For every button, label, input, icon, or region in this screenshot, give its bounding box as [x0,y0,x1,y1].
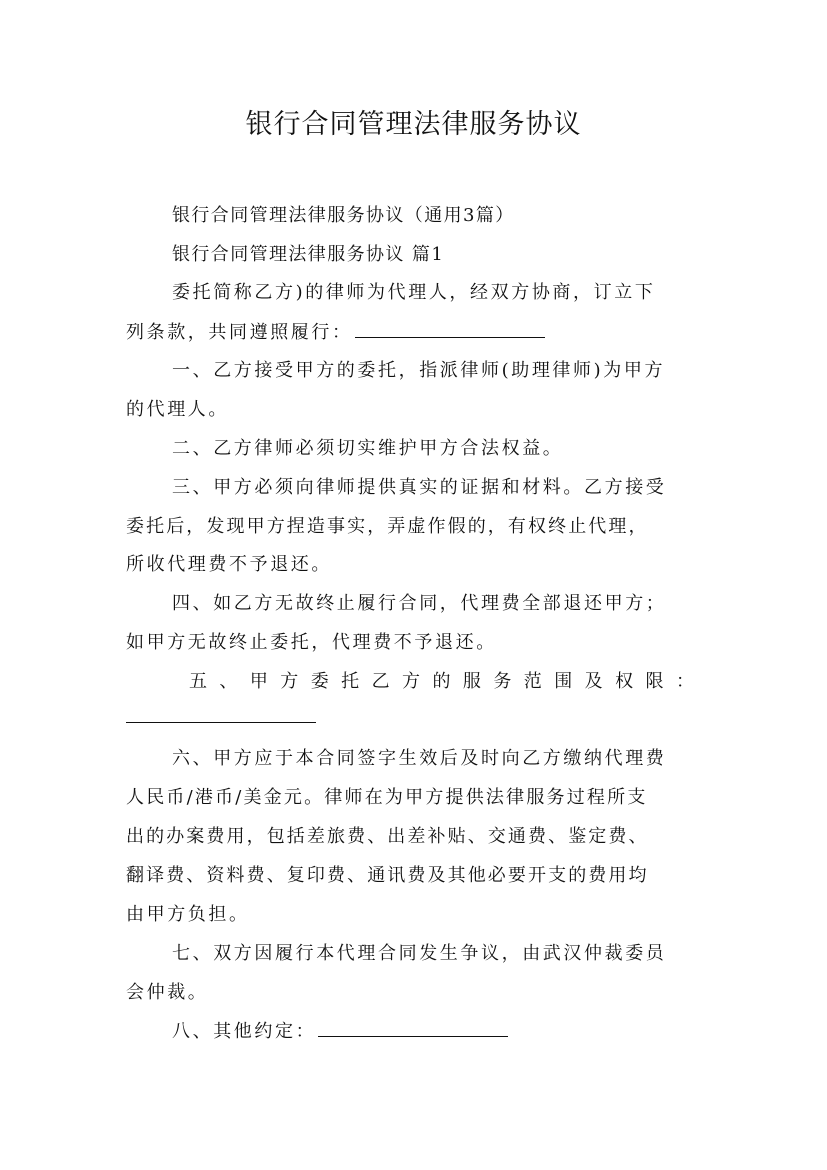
paragraph-line: 如甲方无故终止委托，代理费不予退还。 [126,632,497,653]
paragraph-line: 的代理人。 [126,399,229,420]
clause-6: 六、甲方应于本合同签字生效后及时向乙方缴纳代理费 [172,748,667,769]
clause-5: 五、甲方委托乙方的服务范围及权限： [189,671,694,692]
blank-line [126,704,316,728]
section-heading: 银行合同管理法律服务协议 篇1 [172,244,445,265]
paragraph-text: 八、其他约定： [172,1021,317,1042]
clause-8 [172,1017,508,1043]
paragraph-line: 翻译费、资料费、复印费、通讯费及其他必要开支的费用均 [126,865,649,886]
clause-7: 七、双方因履行本代理合同发生争议，由武汉仲裁委员 [172,943,667,964]
blank-underline [355,319,545,338]
blank-underline [318,1018,508,1037]
paragraph-line: 会仲裁。 [126,982,209,1003]
subtitle-line: 银行合同管理法律服务协议（通用3篇） [172,205,515,226]
paragraph-line: 由甲方负担。 [126,904,250,925]
paragraph-line: 人民币/港币/美金元。律师在为甲方提供法律服务过程所支 [126,787,648,808]
paragraph-line: 委托后，发现甲方捏造事实，弄虚作假的，有权终止代理， [126,516,649,537]
clause-2: 二、乙方律师必须切实维护甲方合法权益。 [172,438,564,459]
paragraph-line: 委托简称乙方)的律师为代理人，经双方协商，订立下 [172,282,656,303]
clause-1: 一、乙方接受甲方的委托，指派律师(助理律师)为甲方 [172,360,666,381]
clause-3: 三、甲方必须向律师提供真实的证据和材料。乙方接受 [172,477,667,498]
document-title: 银行合同管理法律服务协议 [245,109,582,140]
clause-4: 四、如乙方无故终止履行合同，代理费全部退还甲方； [172,593,667,614]
paragraph-line: 所收代理费不予退还。 [126,554,332,575]
paragraph-line [126,318,545,344]
blank-underline [126,704,316,723]
paragraph-line: 出的办案费用，包括差旅费、出差补贴、交通费、鉴定费、 [126,826,649,847]
paragraph-text: 列条款，共同遵照履行： [126,322,353,343]
